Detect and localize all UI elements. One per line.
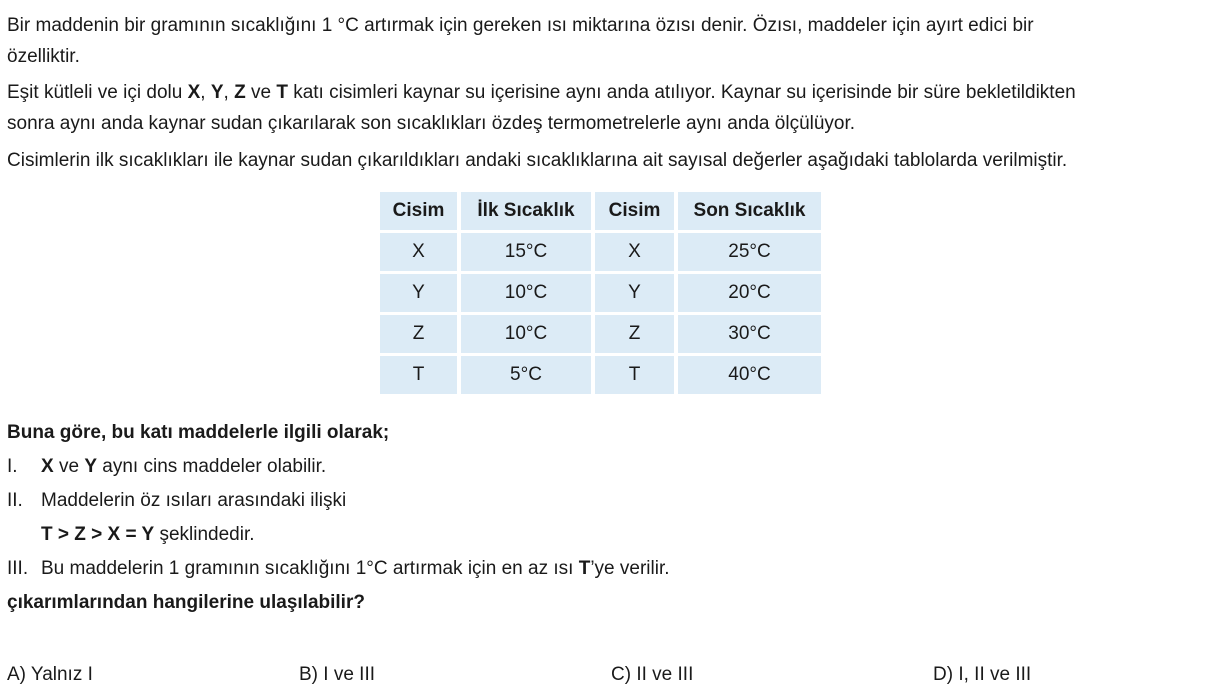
header-cell: Cisim <box>380 192 457 230</box>
object-z: Z <box>234 82 246 103</box>
table-cell: 10°C <box>461 315 591 353</box>
setup-text: katı cisimleri kaynar su içerisine aynı anda atılıyor. Kaynar su içerisinde bir süre bekletildikten <box>287 82 1076 103</box>
statement-rest: Bu maddelerin 1 gramının sıcaklığını 1°C artırmak için en az ısı <box>41 558 579 579</box>
separator: ve <box>245 82 277 103</box>
statement-text: Maddelerin öz ısıları arasındaki ilişki <box>41 490 347 511</box>
table-cell: 40°C <box>678 356 821 394</box>
header-cell: Son Sıcaklık <box>678 192 821 230</box>
specific-heat-relation: T > Z > X = Y <box>41 524 155 545</box>
statement-number: I. <box>7 456 18 477</box>
option-d[interactable]: D) I, II ve III <box>933 664 1032 685</box>
table-cell: X <box>595 233 674 271</box>
answer-options <box>7 661 1207 689</box>
option-a[interactable]: A) Yalnız I <box>7 664 93 685</box>
question-stem: Buna göre, bu katı maddelerle ilgili olarak; <box>7 422 390 443</box>
table-cell: 15°C <box>461 233 591 271</box>
table-cell: 5°C <box>461 356 591 394</box>
statement-text <box>41 554 670 584</box>
setup-paragraph <box>7 77 1207 139</box>
separator: ve <box>53 456 85 477</box>
question-end: çıkarımlarından hangilerine ulaşılabilir? <box>7 592 365 613</box>
table-cell: Z <box>380 315 457 353</box>
intro-line-2: özelliktir. <box>7 46 80 67</box>
table-row <box>380 315 821 353</box>
object-y: Y <box>84 456 97 477</box>
setup-text-line-2: sonra aynı anda kaynar sudan çıkarılarak son sıcaklıkları özdeş termometrelerle aynı anda ölçülüyor. <box>7 113 856 134</box>
header-cell: İlk Sıcaklık <box>461 192 591 230</box>
table-cell: X <box>380 233 457 271</box>
intro-line-1: Bir maddenin bir gramının sıcaklığını 1 °C artırmak için gereken ısı miktarına özısı denir. Özısı, maddeler için ayırt edici bir <box>7 15 1034 36</box>
table-intro: Cisimlerin ilk sıcaklıkları ile kaynar sudan çıkarıldıkları andaki sıcaklıklarına ait sayısal değerler aşağıdaki tablolarda verilmiştir. <box>7 150 1068 171</box>
object-t: T <box>578 558 591 579</box>
table-cell: Z <box>595 315 674 353</box>
table-cell: Y <box>380 274 457 312</box>
statement-3 <box>7 554 1207 584</box>
table-cell: 30°C <box>678 315 821 353</box>
separator: , <box>200 82 211 103</box>
statement-number: II. <box>7 490 23 511</box>
table-row <box>380 274 821 312</box>
object-t: T <box>276 82 288 103</box>
statement-rest: şeklindedir. <box>154 524 255 545</box>
table-row <box>380 356 821 394</box>
object-x: X <box>187 82 201 103</box>
temperature-table <box>376 189 825 397</box>
statement-2 <box>7 486 1207 516</box>
option-b[interactable]: B) I ve III <box>299 664 376 685</box>
question-block <box>7 418 1207 618</box>
table-cell: 20°C <box>678 274 821 312</box>
setup-text: Eşit kütleli ve içi dolu <box>7 82 188 103</box>
option-c[interactable]: C) II ve III <box>611 664 694 685</box>
table-cell: T <box>595 356 674 394</box>
intro-paragraph <box>7 10 1207 72</box>
table-header-row <box>380 192 821 230</box>
object-x: X <box>41 456 54 477</box>
object-y: Y <box>210 82 224 103</box>
statement-number: III. <box>7 558 29 579</box>
statement-1 <box>7 452 1207 482</box>
separator: , <box>223 82 235 103</box>
table-cell: Y <box>595 274 674 312</box>
table-row <box>380 233 821 271</box>
table-cell: T <box>380 356 457 394</box>
statement-2-continued <box>7 520 1207 550</box>
table-cell: 25°C <box>678 233 821 271</box>
statement-text <box>41 520 255 550</box>
statement-text <box>41 452 326 482</box>
question-text <box>7 10 1207 182</box>
statement-rest: aynı cins maddeler olabilir. <box>97 456 327 477</box>
table-cell: 10°C <box>461 274 591 312</box>
statement-rest: ’ye verilir. <box>590 558 670 579</box>
header-cell: Cisim <box>595 192 674 230</box>
